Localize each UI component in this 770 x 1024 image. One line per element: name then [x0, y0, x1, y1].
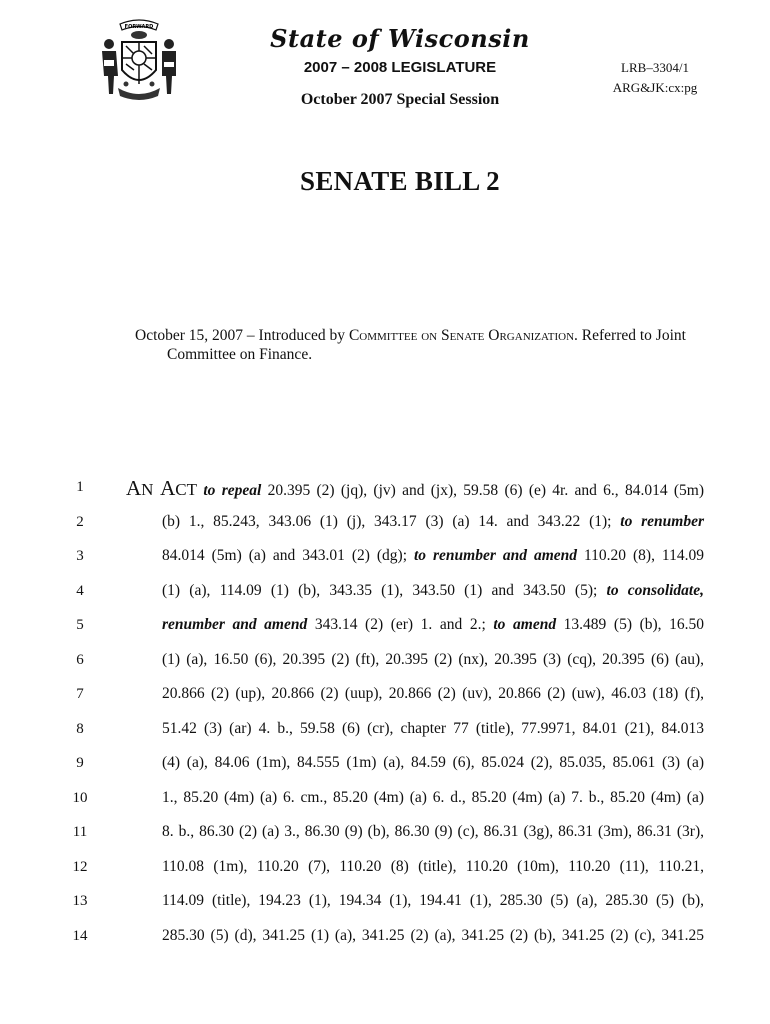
bill-text-line [126, 476, 705, 500]
text-segment: renumber and amend [162, 616, 308, 633]
line-number: 10 [72, 789, 88, 806]
text-segment: N [141, 480, 161, 499]
text-segment: (b) 1., 85.243, 343.06 (1) (j), 343.17 (3) (a) 14. and 343.22 (1); [162, 512, 621, 530]
line-number: 7 [76, 686, 84, 702]
bill-text-line [162, 547, 704, 567]
bill-text-line [162, 685, 704, 705]
text-segment: 8. b., 86.30 (2) (a) 3., 86.30 (9) (b), 86.30 (9) (c), 86.31 (3g), 86.31 (3m), 86.31 (3r), [162, 823, 704, 840]
intro-committee: Committee on Senate Organization [348, 327, 575, 344]
text-segment: CT [175, 480, 204, 499]
text-segment: to renumber and amend [413, 547, 578, 564]
bill-text-line [162, 823, 704, 843]
line-number: 9 [76, 755, 84, 771]
line-number: 6 [76, 651, 84, 668]
text-segment: 51.42 (3) (ar) 4. b., 59.58 (6) (cr), chapter 77 (title), 77.9971, 84.01 (21), 84.013 [162, 719, 704, 737]
text-segment: 13.489 (5) (b), 16.50 [556, 616, 704, 633]
bill-text-line [162, 892, 704, 912]
bill-text-line [162, 858, 704, 878]
legislature-heading: 2007 – 2008 LEGISLATURE [303, 59, 497, 76]
bill-text-line [162, 582, 704, 602]
bill-title: SENATE BILL 2 [300, 166, 500, 196]
intro-date: October 15, 2007 – Introduced by [135, 327, 349, 344]
text-segment: 285.30 (5) (d), 341.25 (1) (a), 341.25 (2) (a), 341.25 (2) (b), 341.25 (2) (c), 341.25 [162, 926, 704, 944]
text-segment: (1) (a), 16.50 (6), 20.395 (2) (ft), 20.395 (2) (nx), 20.395 (3) (cq), 20.395 (6) (au), [162, 650, 704, 668]
text-segment: to renumber [620, 512, 705, 530]
bill-text-line [162, 513, 704, 533]
line-number: 11 [72, 824, 88, 840]
session-heading: October 2007 Special Session [300, 91, 500, 108]
text-segment: 110.08 (1m), 110.20 (7), 110.20 (8) (title), 110.20 (10m), 110.20 (11), 110.21, [162, 857, 704, 875]
line-number: 12 [72, 858, 88, 875]
state-seal-emblem [96, 14, 182, 106]
lrb-number: LRB–3304/1 [621, 60, 689, 75]
text-segment: to consolidate, [606, 581, 704, 599]
bill-text-line [162, 927, 704, 947]
text-segment: A [160, 476, 176, 500]
line-number: 5 [76, 617, 84, 633]
seal-motto: FORWARD [124, 24, 154, 30]
text-segment: 110.20 (8), 114.09 [577, 547, 704, 564]
text-segment: 114.09 (title), 194.23 (1), 194.34 (1), 194.41 (1), 285.30 (5) (a), 285.30 (5) (b), [162, 892, 704, 909]
bill-text-line [162, 651, 704, 671]
line-number: 8 [76, 720, 84, 737]
text-segment: 20.395 (2) (jq), (jv) and (jx), 59.58 (6) (e) 4r. and 6., 84.014 (5m) [261, 482, 705, 499]
line-number: 3 [76, 548, 84, 564]
text-segment: to repeal [203, 482, 262, 499]
text-segment: 20.866 (2) (up), 20.866 (2) (uup), 20.866 (2) (uv), 20.866 (2) (uw), 46.03 (18) (f), [162, 685, 704, 702]
text-segment: 84.014 (5m) (a) and 343.01 (2) (dg); [162, 547, 414, 564]
introduction-paragraph [135, 326, 737, 364]
line-number: 2 [76, 513, 84, 530]
bill-text-line [162, 616, 704, 636]
line-number: 13 [72, 893, 88, 909]
line-number: 4 [76, 582, 84, 599]
bill-text-line [162, 789, 704, 809]
line-number: 14 [72, 927, 88, 944]
bill-text-line [162, 720, 704, 740]
text-segment: to amend [493, 616, 557, 633]
lrb-reference [600, 58, 710, 98]
text-segment: (1) (a), 114.09 (1) (b), 343.35 (1), 343.50 (1) and 343.50 (5); [162, 581, 607, 599]
text-segment: 343.14 (2) (er) 1. and 2.; [307, 616, 494, 633]
text-segment: 1., 85.20 (4m) (a) 6. cm., 85.20 (4m) (a) 6. d., 85.20 (4m) (a) 7. b., 85.20 (4m) (a) [162, 788, 704, 806]
line-number: 1 [76, 479, 84, 495]
bill-text-line [162, 754, 704, 774]
text-segment: (4) (a), 84.06 (1m), 84.555 (1m) (a), 84.59 (6), 85.024 (2), 85.035, 85.061 (3) (a) [162, 754, 704, 771]
text-segment: A [126, 476, 142, 500]
intro-referral: . Referred to Joint Committee on Finance. [167, 327, 686, 363]
drafter-initials: ARG&JK:cx:pg [612, 80, 698, 95]
state-title: State of Wisconsin [270, 24, 530, 53]
